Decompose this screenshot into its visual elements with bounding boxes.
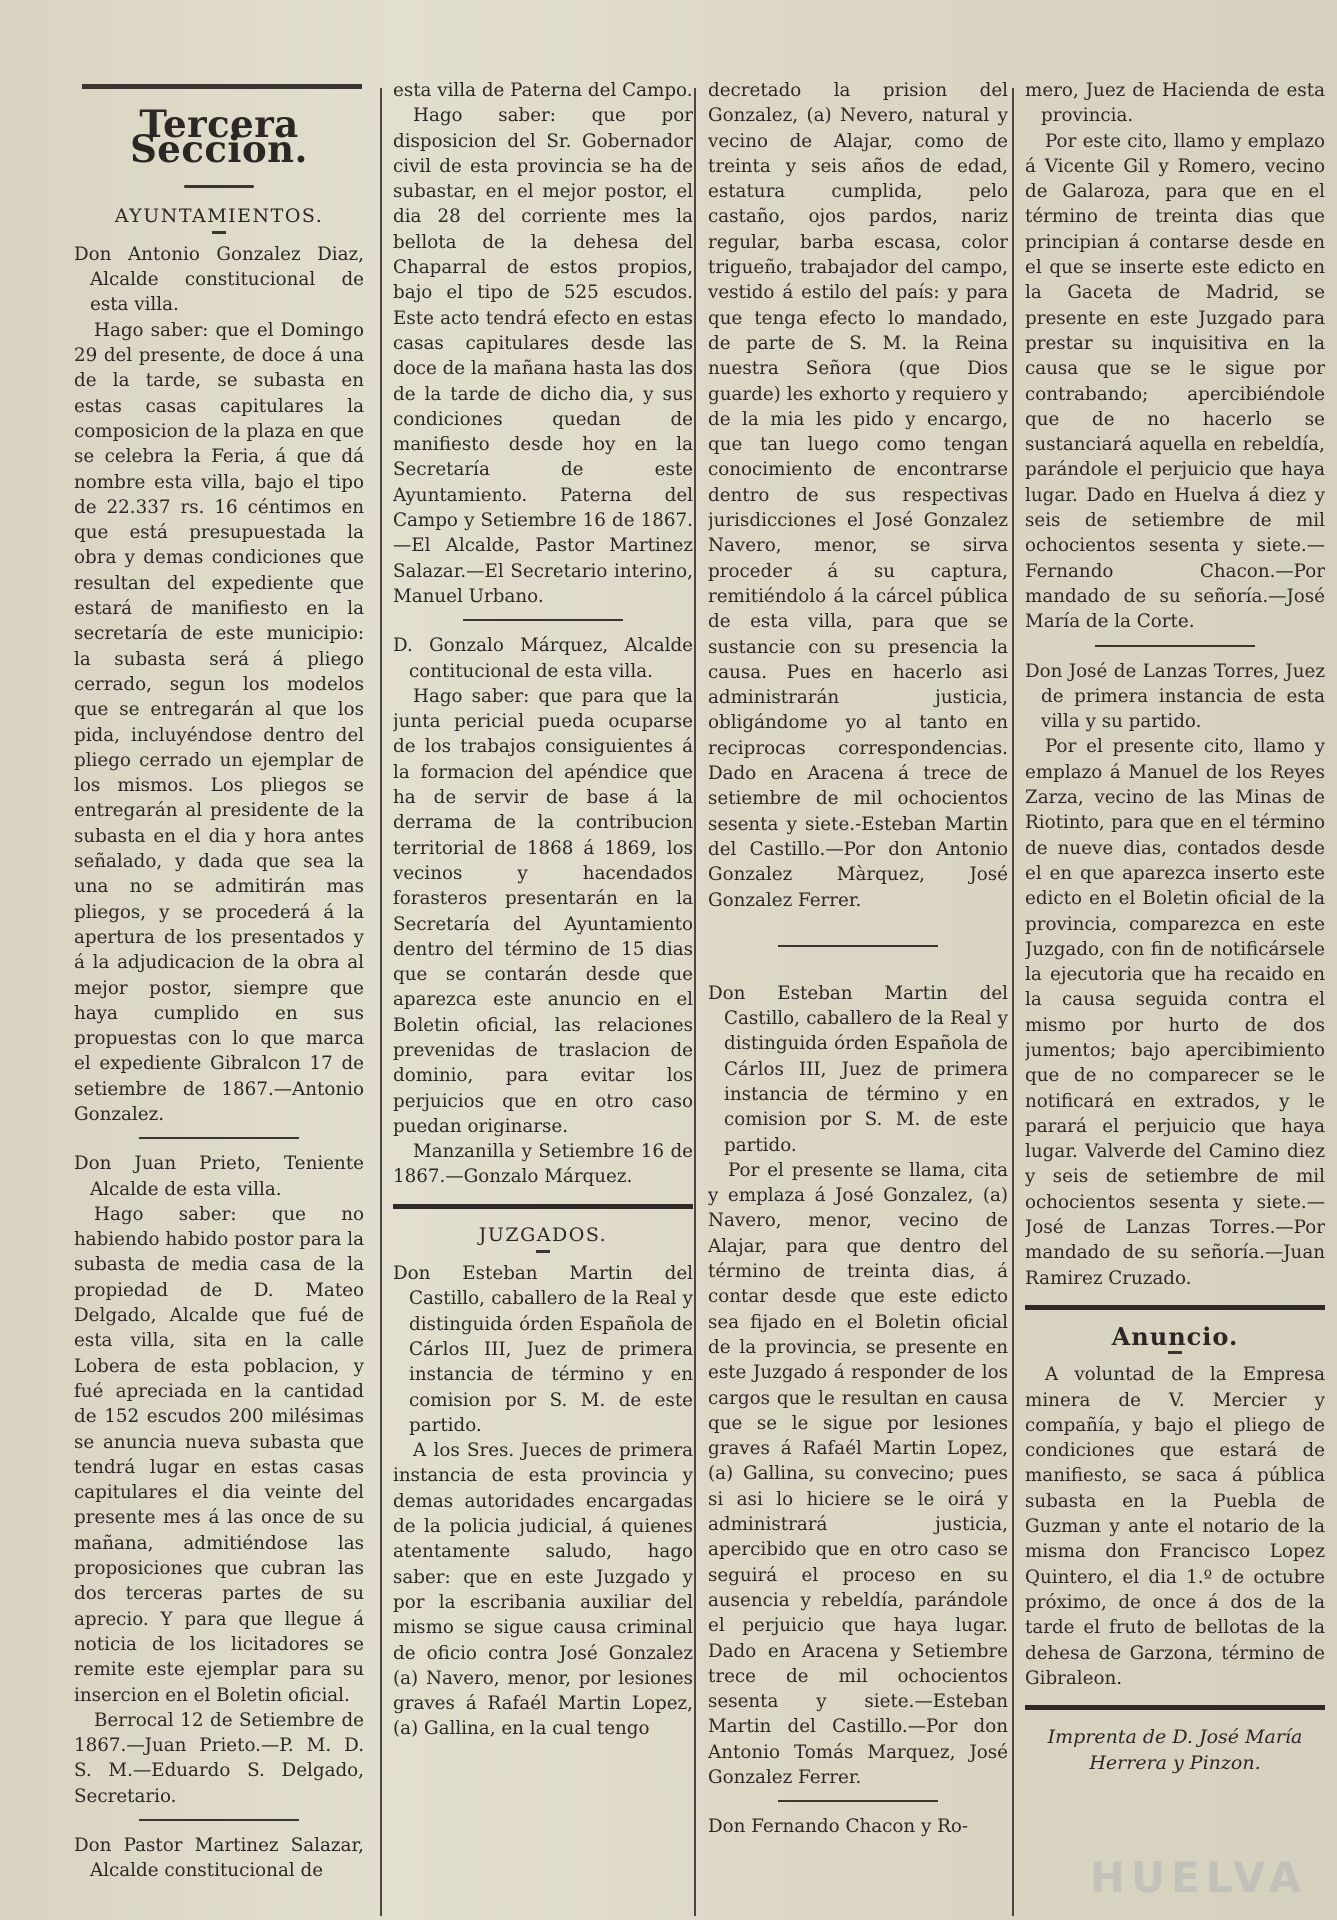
- notice-close: Berrocal 12 de Setiembre de 1867.—Juan Prieto.—P. M. D. S. M.—Eduardo S. Delgado, Secretario.: [74, 1709, 364, 1807]
- notice-opener: Don Juan Prieto, Teniente Alcalde de esta villa.: [74, 1153, 364, 1200]
- ornament-rule: [184, 185, 254, 188]
- continued-text: mero, Juez de Hacienda de esta provincia.: [1025, 80, 1325, 127]
- column-3: [708, 78, 1008, 1918]
- imprint-line: Imprenta de D. José María Herrera y Pinzon.: [1047, 1726, 1303, 1775]
- notice-body: Por el presente cito, llamo y emplazo á Manuel de los Reyes Zarza, vecino de las Minas de Riotinto, para que en el término de nueve dias, contados desde el en que aparezca inserto este edicto en el Boletin oficial de la provincia, comparezca en este Juzgado, con fin de notificársele la ejecutoria que ha recaido en la causa seguida contra el mismo por hurto de dos jumentos; bajo apercibimiento que de no comparecer se le notificará en extrados, y le parará el perjuicio que haya lugar. Valverde del Camino diez y seis de setiembre de mil ochocientos sesenta y siete.—José de Lanzas Torres.—Por mandado de su señoría.—Juan Ramirez Cruzado.: [1025, 736, 1325, 1289]
- notice-opener: Don José de Lanzas Torres, Juez de primera instancia de esta villa y su partido.: [1025, 660, 1325, 733]
- column-rule: [694, 88, 696, 1916]
- column-1: [74, 78, 364, 1918]
- continued-text: esta villa de Paterna del Campo.: [393, 80, 693, 101]
- separator-rule: [139, 1819, 299, 1821]
- separator-rule: [139, 1137, 299, 1139]
- continued-text: decretado la prision del Gonzalez, (a) Nevero, natural y vecino de Alajar, como de treinta y seis años de edad, estatura cumplida, pelo castaño, ojos pardos, nariz regular, barba escasa, color trigueño, trabajador del campo, vestido á estilo del país: y para que tenga efecto lo mandado, de parte de S. M. la Reina nuestra Señora (que Dios guarde) les exhorto y requiero y de la mia les pido y encargo, que tan luego como tengan conocimiento de encontrarse dentro de sus respectivas jurisdicciones el José Gonzalez Navero, menor, se sirva proceder á su captura, remitiéndolo á la cárcel pública de esta villa, para que se sustancie con su presencia la causa. Pues en hacerlo asi administrarán justicia, obligándome yo al tanto en reciprocas correspondencias. Dado en Aracena á trece de setiembre de mil ochocientos sesenta y siete.-Esteban Martin del Castillo.—Por don Antonio Gonzalez Màrquez, José Gonzalez Ferrer.: [708, 80, 1008, 911]
- notice-body: Hago saber: que por disposicion del Sr. Gobernador civil de esta provincia se ha de subastar, en el mejor postor, el dia 28 del corriente mes la bellota de la dehesa del Chaparral de estos propios, bajo el tipo de 525 escudos. Este acto tendrá efecto en estas casas capitulares desde las doce de la mañana hasta las dos de la tarde de dicho dia, y sus condiciones quedan de manifiesto desde hoy en la Secretaría de este Ayuntamiento. Paterna del Campo y Setiembre 16 de 1867.—El Alcalde, Pastor Martinez Salazar.—El Secretario interino, Manuel Urbano.: [393, 105, 693, 607]
- notice-opener: Don Pastor Martinez Salazar, Alcalde constitucional de: [74, 1835, 364, 1882]
- section-divider: [1025, 1305, 1325, 1310]
- notice-opener: Don Esteban Martin del Castillo, caballero de la Real y distinguida órden Española de Cárlos III, Juez de primera instancia de término y en comision por S. M. de este partido.: [708, 982, 1008, 1156]
- section-heading: AYUNTAMIENTOS.: [114, 204, 324, 227]
- notice-body: Hago saber: que el Domingo 29 del presente, de doce á una de la tarde, se subasta en estas casas capitulares la composicion de la plaza en que se celebra la Feria, á que dá nombre esta villa, bajo el tipo de 22.337 rs. 16 céntimos en que está presupuestada la obra y demas condiciones que resultan del expediente que estará de manifiesto en la secretaría de este municipio: la subasta será á pliego cerrado, segun los modelos que se entregarán al que los pida, incluyéndose dentro del pliego cerrado un ejemplar de los mismos. Los pliegos se entregarán al presidente de la subasta en el dia y hora antes señalado, y dada que sea la una no se admitirán mas pliegos, y se procederá á la apertura de los presentados y á la adjudicacion de la obra al mejor postor, siempre que haya cumplido en sus propuestas con lo que marca el expediente Gibralcon 17 de setiembre de 1867.—Antonio Gonzalez.: [74, 319, 364, 1125]
- notice-opener: Don Antonio Gonzalez Diaz, Alcalde constitucional de esta villa.: [74, 243, 364, 316]
- column-rule: [1012, 88, 1014, 1916]
- notice-body: A voluntad de la Empresa minera de V. Mercier y compañía, y bajo el pliego de condiciones que estará de manifiesto, se saca á pública subasta en la Puebla de Guzman y ante el notario de la misma don Francisco Lopez Quintero, el dia 1.º de octubre próximo, de once á dos de la tarde el fruto de bellotas de la dehesa de Garzona, término de Gibraleon.: [1025, 1364, 1325, 1689]
- column-rule: [380, 88, 382, 1916]
- section-title: Tercera Seccion.: [130, 102, 308, 172]
- section-heading: Anuncio.: [1111, 1321, 1239, 1351]
- watermark: HUELVA: [1089, 1853, 1307, 1902]
- column-2: [393, 78, 693, 1918]
- heading-tick: [212, 231, 226, 234]
- notice-body: Por el presente se llama, cita y emplaza á José Gonzalez, (a) Navero, menor, vecino de Alajar, para que dentro del término de treinta dias, á contar desde que este edicto sea fijado en el Boletin oficial de la provincia, se presente en este Juzgado á responder de los cargos que le resultan en causa que se le sigue por lesiones graves á Rafaél Martin Lopez, (a) Gallina, su convecino; pues si asi lo hiciere se le oirá y administrará justicia, apercibido que en otro caso se seguirá el proceso en su ausencia y rebeldía, parándole el perjuicio que haya lugar. Dado en Aracena y Setiembre trece de mil ochocientos sesenta y siete.—Esteban Martin del Castillo.—Por don Antonio Tomás Marquez, José Gonzalez Ferrer.: [708, 1159, 1008, 1788]
- notice-body: Hago saber: que para que la junta pericial pueda ocuparse de los trabajos consiguientes á la formacion del apéndice que ha de servir de base á la derrama de la contribucion territorial de 1868 á 1869, los vecinos y hacendados forasteros presentarán en la Secretaría del Ayuntamiento dentro del término de 15 dias que se contarán desde que aparezca este anuncio en el Boletin oficial, las relaciones prevenidas de traslacion de dominio, para evitar los perjuicios que en otro caso puedan originarse.: [393, 685, 693, 1137]
- section-heading: JUZGADOS.: [478, 1223, 608, 1246]
- separator-rule: [778, 1800, 938, 1802]
- section-divider: [393, 1204, 693, 1209]
- notice-body: Hago saber: que no habiendo habido postor para la subasta de media casa de la propiedad de D. Mateo Delgado, Alcalde que fué de esta villa, sita en la calle Lobera de esta poblacion, y fué apreciada en la cantidad de 152 escudos 200 milésimas se anuncia nueva subasta que tendrá lugar en estas casas capitulares el dia veinte del presente mes á las once de su mañana, admitiéndose las proposiciones que cubran las dos terceras partes de su aprecio. Y para que llegue á noticia de los licitadores se remite este ejemplar para su insercion en el Boletin oficial.: [74, 1203, 364, 1706]
- notice-body: Por este cito, llamo y emplazo á Vicente Gil y Romero, vecino de Galaroza, para que en el término de treinta dias que principian á contarse desde en el que se inserte este edicto en la Gaceta de Madrid, se presente en este Juzgado para prestar su inquisitiva en la causa que se le sigue por contrabando; apercibiéndole que de no hacerlo se sustanciará aquella en rebeldía, parándole el perjuicio que haya lugar. Dado en Huelva á diez y seis de setiembre de mil ochocientos sesenta y siete.—Fernando Chacon.—Por mandado de su señoría.—José María de la Corte.: [1025, 130, 1325, 633]
- section-divider: [1025, 1705, 1325, 1710]
- heading-tick: [536, 1250, 550, 1253]
- notice-opener: D. Gonzalo Márquez, Alcalde contitucional de esta villa.: [393, 635, 693, 682]
- separator-rule: [778, 945, 938, 947]
- notice-close: Manzanilla y Setiembre 16 de 1867.—Gonzalo Márquez.: [393, 1141, 693, 1188]
- heading-tick: [1168, 1351, 1182, 1354]
- notice-opener: Don Fernando Chacon y Ro-: [708, 1816, 969, 1838]
- column-4: [1025, 78, 1325, 1918]
- notice-body: A los Sres. Jueces de primera instancia de esta provincia y demas autoridades encargadas de la policia judicial, á quienes atentamente saludo, hago saber: que en este Juzgado y por la escribania auxiliar del mismo se sigue causa criminal de oficio contra José Gonzalez (a) Navero, menor, por lesiones graves á Rafaél Martin Lopez, (a) Gallina, en la cual tengo: [393, 1440, 693, 1740]
- separator-rule: [1095, 645, 1255, 647]
- separator-rule: [463, 619, 623, 621]
- notice-opener: Don Esteban Martin del Castillo, caballero de la Real y distinguida órden Española de Cárlos III, Juez de primera instancia de término y en comision por S. M. de este partido.: [393, 1263, 693, 1436]
